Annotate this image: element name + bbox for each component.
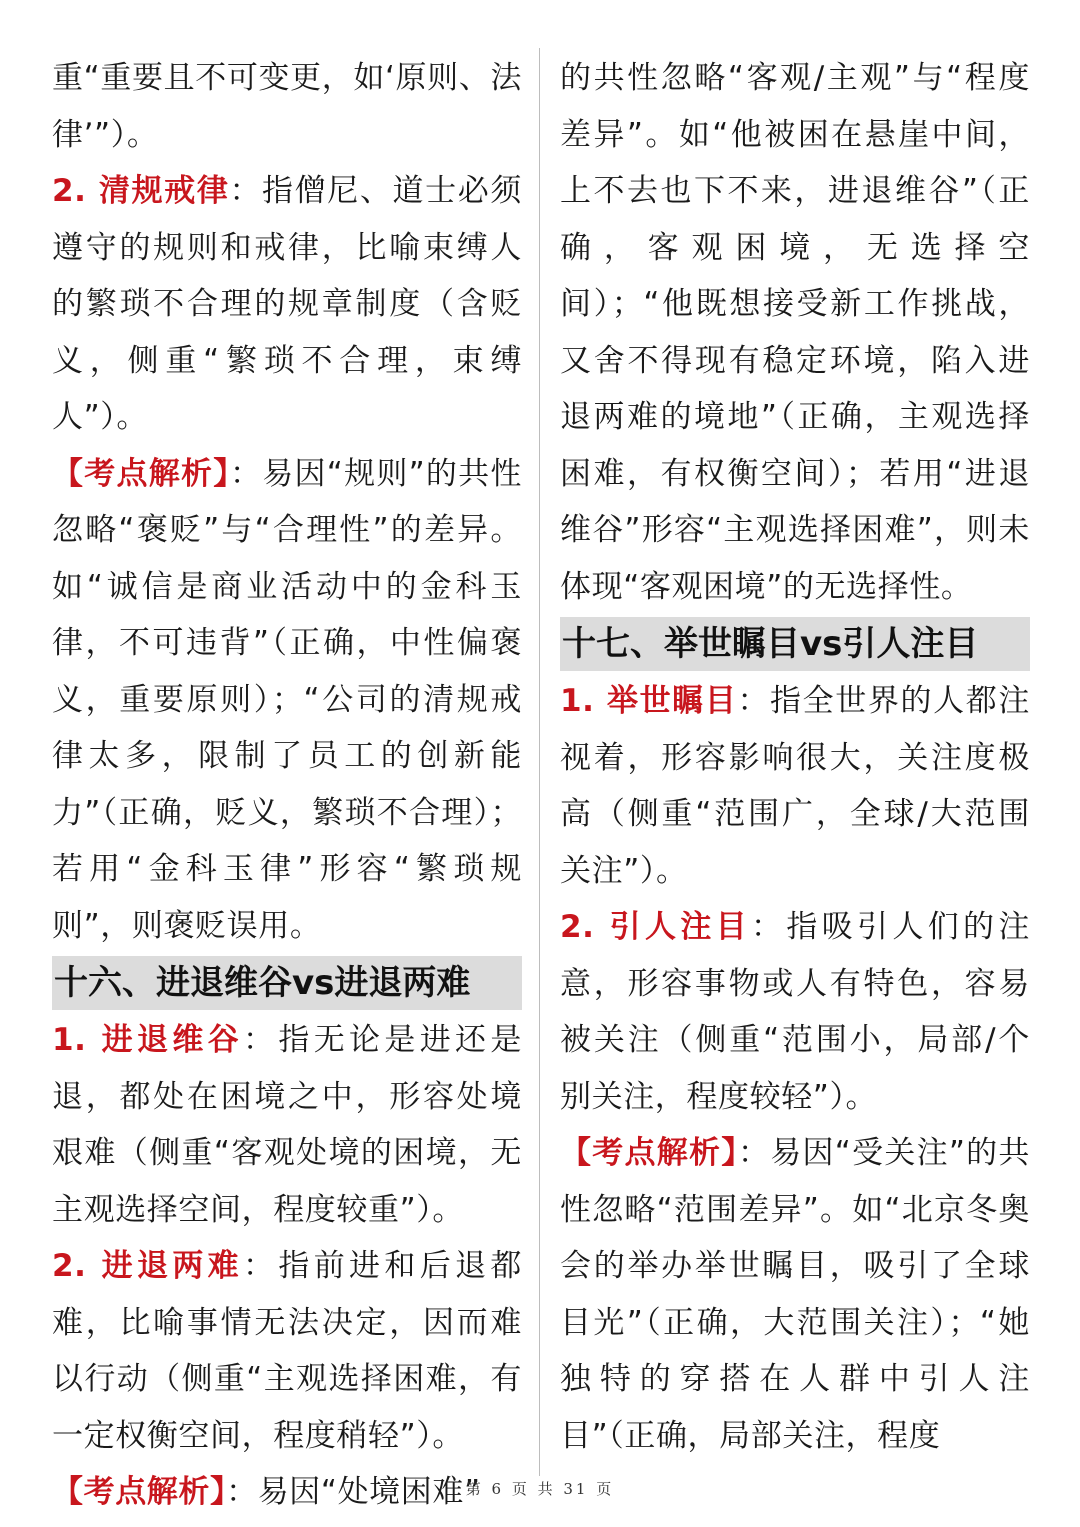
term-label: 2. 进退两难 xyxy=(52,1248,244,1284)
analysis-label: 【考点解析】 xyxy=(52,1474,227,1510)
definition-jintui-weigu: 1. 进退维谷：指无论是进还是退，都处在困境之中，形容处境艰难（侧重“客观处境的困境，无主观选择空间，程度较重”）。 xyxy=(52,1022,522,1228)
analysis-label: 【考点解析】 xyxy=(52,455,231,492)
analysis-paragraph: 【考点解析】：易因“规则”的共性忽略“褒贬”与“合理性”的差异。如“诚信是商业活动中的金科玉律，不可违背”（正确，中性偏褒义，重要原则）；“公司的清规戒律太多，限制了员工的创新能力”（正确，贬义，繁琐不合理）；若用“金科玉律”形容“繁琐规则”，则褒贬误用。 xyxy=(52,455,522,944)
analysis-label: 【考点解析】 xyxy=(560,1135,739,1171)
term-label: 1. 进退维谷 xyxy=(52,1022,244,1058)
definition-jushi-zhumu: 1. 举世瞩目：指全世界的人都注视着，形容影响很大，关注度极高（侧重“范围广，全球/大范围关注”）。 xyxy=(560,683,1030,889)
page-number: 第 6 页 共 31 页 xyxy=(465,1480,615,1498)
right-column xyxy=(560,50,1030,1464)
term-label: 1. 举世瞩目 xyxy=(560,683,738,719)
section-heading-17: 十七、举世瞩目vs引人注目 xyxy=(560,617,1030,671)
term-label: 2. 清规戒律 xyxy=(52,173,230,209)
term-label: 2. 引人注目 xyxy=(560,909,752,945)
definition-yinren-zhumu: 2. 引人注目：指吸引人们的注意，形容事物或人有特色，容易被关注（侧重“范围小，局部/个别关注，程度较轻”）。 xyxy=(560,909,1030,1115)
definition-qinggui: 2. 清规戒律：指僧尼、道士必须遵守的规则和戒律，比喻束缚人的繁琐不合理的规章制度（含贬义，侧重“繁琐不合理，束缚人”）。 xyxy=(52,173,522,435)
definition-jintui-liangnan: 2. 进退两难：指前进和后退都难，比喻事情无法决定，因而难以行动（侧重“主观选择困难，有一定权衡空间，程度稍轻”）。 xyxy=(52,1248,522,1454)
column-divider xyxy=(539,48,540,1476)
analysis-paragraph: 【考点解析】：易因“受关注”的共性忽略“范围差异”。如“北京冬奥会的举办举世瞩目，吸引了全球目光”（正确，大范围关注）；“她独特的穿搭在人群中引人注目”（正确，局部关注，程度 xyxy=(560,1135,1030,1454)
left-column xyxy=(52,50,522,1521)
paragraph: 重“重要且不可变更，如‘原则、法律’”）。 xyxy=(52,60,522,153)
section-heading-16: 十六、进退维谷vs进退两难 xyxy=(52,956,522,1010)
analysis-paragraph: 【考点解析】：易因“处境困难” xyxy=(52,1474,481,1510)
paragraph: 的共性忽略“客观/主观”与“程度差异”。如“他被困在悬崖中间，上不去也下不来，进退维谷”（正确，客观困境，无选择空间）；“他既想接受新工作挑战，又舍不得现有稳定环境，陷入进退两难的境地”（正确，主观选择困难，有权衡空间）；若用“进退维谷”形容“主观选择困难”，则未体现“客观困境”的无选择性。 xyxy=(560,60,1030,605)
